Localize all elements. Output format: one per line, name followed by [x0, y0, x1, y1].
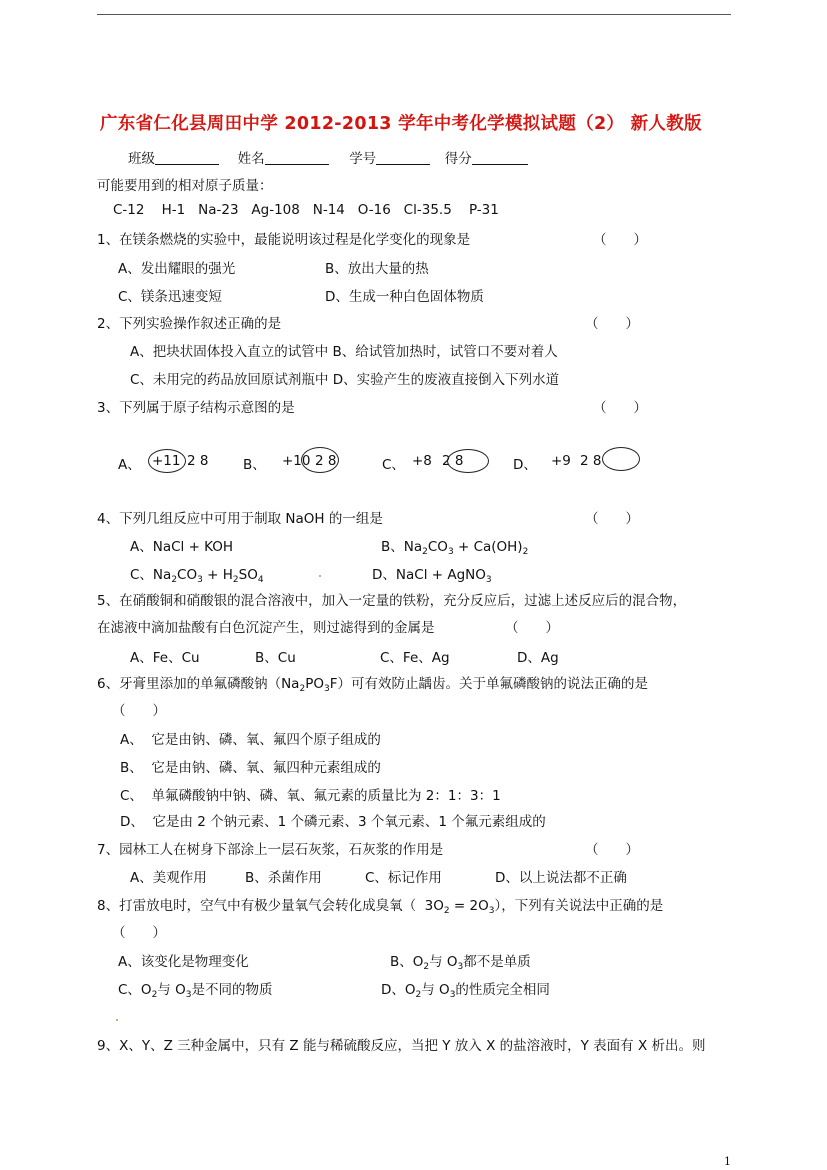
q3-b-label: B、 [243, 457, 266, 473]
q8-text: 8、打雷放电时，空气中有极少量氧气会转化成臭氧（ 3O [97, 898, 444, 914]
q5-bracket[interactable]: （ ） [505, 620, 559, 636]
q3-b-core: +10 [282, 453, 311, 469]
q6-stem [97, 672, 648, 692]
q8-text: ），下列有关说法中正确的是 [494, 898, 664, 914]
q7-option-a[interactable]: A、美观作用 [130, 870, 207, 886]
q6-text: 6、牙膏里添加的单氟磷酸钠（Na [97, 676, 300, 692]
q8-option-c[interactable] [118, 978, 272, 998]
masses-label: 可能要用到的相对原子质量： [97, 178, 273, 194]
score-label: 得分 [444, 151, 472, 167]
electron-shell-circle-icon [602, 447, 640, 471]
subscript: 3 [323, 684, 330, 694]
q3-d-shells: 2 8 [580, 453, 602, 469]
q8-c-text: 与 O [157, 982, 186, 998]
subscript: 2 [415, 990, 422, 1000]
q5-option-a[interactable]: A、Fe、Cu [130, 650, 200, 666]
subscript: 2 [232, 575, 239, 585]
q8-stem [97, 894, 663, 914]
q3-bracket[interactable]: （ ） [593, 400, 647, 416]
q4-c-text: + H [202, 567, 233, 583]
q3-a-shells: 2 8 [187, 453, 209, 469]
q6-text: F）可有效防止龋齿。关于单氟磷酸钠的说法正确的是 [329, 676, 648, 692]
q8-option-a[interactable]: A、该变化是物理变化 [118, 954, 249, 970]
q4-d-text: D、NaCl + AgNO [372, 567, 486, 583]
q3-d-core: +9 [551, 453, 571, 469]
page-title: 广东省仁化县周田中学 2012-2013 学年中考化学模拟试题（2） 新人教版 [100, 114, 702, 134]
q9-line1: 9、X、Y、Z 三种金属中，只有 Z 能与稀硫酸反应，当把 Y 放入 X 的盐溶液时，Y 表面有 X 析出。则 [97, 1038, 706, 1054]
subscript: 3 [449, 990, 456, 1000]
student-info-line [128, 147, 528, 167]
q3-stem: 3、下列属于原子结构示意图的是 [97, 400, 295, 416]
q8-c-text: C、O [118, 982, 152, 998]
name-label: 姓名 [237, 151, 265, 167]
subscript: 3 [488, 906, 495, 916]
q4-option-b[interactable] [381, 535, 528, 555]
subscript: 3 [447, 547, 454, 557]
q6-option-d[interactable]: D、 它是由 2 个钠元素、1 个磷元素、3 个氧元素、1 个氟元素组成的 [120, 814, 546, 830]
q1-option-c[interactable]: C、镁条迅速变短 [118, 289, 222, 305]
q8-d-text: 与 O [421, 982, 450, 998]
electron-shell-circle-icon [447, 449, 489, 473]
q4-b-text: + Ca(OH) [453, 539, 523, 555]
q8-c-text: 是不同的物质 [191, 982, 273, 998]
header-rule [97, 14, 731, 15]
stray-dot [319, 575, 321, 577]
q7-option-c[interactable]: C、标记作用 [365, 870, 442, 886]
q7-option-d[interactable]: D、以上说法都不正确 [495, 870, 627, 886]
name-blank[interactable] [265, 152, 329, 165]
subscript: 2 [422, 547, 428, 557]
subscript: 3 [197, 575, 203, 585]
q5-option-b[interactable]: B、Cu [255, 650, 296, 666]
q1-option-b[interactable]: B、放出大量的热 [325, 261, 429, 277]
q8-bracket[interactable]: （ ） [112, 925, 166, 941]
q3-d-label: D、 [513, 457, 537, 473]
subscript: 2 [151, 990, 158, 1000]
q2-bracket[interactable]: （ ） [585, 316, 639, 332]
q3-c-core: +8 [412, 453, 432, 469]
q8-text: = 2O [449, 898, 489, 914]
q7-option-b[interactable]: B、杀菌作用 [245, 870, 322, 886]
q3-b-shells: 2 8 [315, 453, 337, 469]
q4-c-text: SO [238, 567, 258, 583]
q6-text: PO [305, 676, 324, 692]
q2-options-cd[interactable]: C、未用完的药品放回原试剂瓶中 D、实验产生的废液直接倒入下列水道 [130, 372, 560, 388]
q7-stem: 7、园林工人在树身下部涂上一层石灰浆，石灰浆的作用是 [97, 842, 444, 858]
q3-a-label: A、 [118, 457, 141, 473]
q4-b-text: B、Na [381, 539, 423, 555]
atomic-masses: C-12 H-1 Na-23 Ag-108 N-14 O-16 Cl-35.5 P-31 [113, 202, 499, 218]
q4-c-text: CO [177, 567, 198, 583]
q4-c-text: C、Na [130, 567, 172, 583]
q4-option-c[interactable] [130, 563, 264, 583]
q2-options-ab[interactable]: A、把块状固体投入直立的试管中 B、给试管加热时，试管口不要对着人 [130, 344, 558, 360]
subscript: 3 [457, 962, 464, 972]
q8-option-b[interactable] [390, 950, 531, 970]
q3-a-core: +11 [152, 453, 181, 469]
q2-stem: 2、下列实验操作叙述正确的是 [97, 316, 282, 332]
page-number: 1 [724, 1155, 731, 1168]
q4-option-d[interactable] [372, 563, 492, 583]
q4-stem: 4、下列几组反应中可用于制取 NaOH 的一组是 [97, 511, 383, 527]
q6-bracket[interactable]: （ ） [112, 703, 166, 719]
subscript: 2 [522, 547, 529, 557]
q1-option-d[interactable]: D、生成一种白色固体物质 [325, 289, 484, 305]
q8-b-text: 与 O [429, 954, 458, 970]
q1-stem: 1、在镁条燃烧的实验中，最能说明该过程是化学变化的现象是 [97, 232, 471, 248]
class-label: 班级 [128, 151, 155, 167]
q1-option-a[interactable]: A、发出耀眼的强光 [118, 261, 236, 277]
id-label: 学号 [349, 151, 377, 167]
subscript: 2 [299, 684, 306, 694]
q8-option-d[interactable] [381, 978, 550, 998]
q6-option-a[interactable]: A、 它是由钠、磷、氧、氟四个原子组成的 [120, 732, 381, 748]
q4-b-text: CO [427, 539, 448, 555]
q5-option-d[interactable]: D、Ag [517, 650, 559, 666]
q5-option-c[interactable]: C、Fe、Ag [380, 650, 450, 666]
score-blank[interactable] [472, 152, 528, 165]
q4-bracket[interactable]: （ ） [585, 511, 639, 527]
q8-b-text: B、O [390, 954, 424, 970]
q3-c-label: C、 [382, 457, 405, 473]
q8-d-text: 的性质完全相同 [455, 982, 550, 998]
q6-option-b[interactable]: B、 它是由钠、磷、氧、氟四种元素组成的 [120, 760, 381, 776]
subscript: 3 [185, 990, 192, 1000]
q5-line2: 在滤液中滴加盐酸有白色沉淀产生，则过滤得到的金属是 [97, 620, 435, 636]
subscript: 3 [485, 575, 492, 585]
q5-line1: 5、在硝酸铜和硝酸银的混合溶液中，加入一定量的铁粉，充分反应后，过滤上述反应后的混合物， [97, 593, 687, 609]
q6-option-c[interactable]: C、 单氟磷酸钠中钠、磷、氧、氟元素的质量比为 2：1：3：1 [120, 788, 501, 804]
subscript: 4 [257, 575, 264, 585]
stray-dot [116, 1019, 118, 1021]
q8-d-text: D、O [381, 982, 416, 998]
subscript: 2 [171, 575, 178, 585]
subscript: 2 [443, 906, 450, 916]
id-blank[interactable] [376, 152, 430, 165]
subscript: 2 [423, 962, 430, 972]
q4-option-a[interactable]: A、NaCl + KOH [130, 539, 234, 555]
q8-b-text: 都不是单质 [463, 954, 531, 970]
q3-c-shells: 2 8 [442, 453, 464, 469]
q1-bracket[interactable]: （ ） [593, 232, 647, 248]
class-blank[interactable] [155, 152, 219, 165]
q7-bracket[interactable]: （ ） [585, 842, 639, 858]
